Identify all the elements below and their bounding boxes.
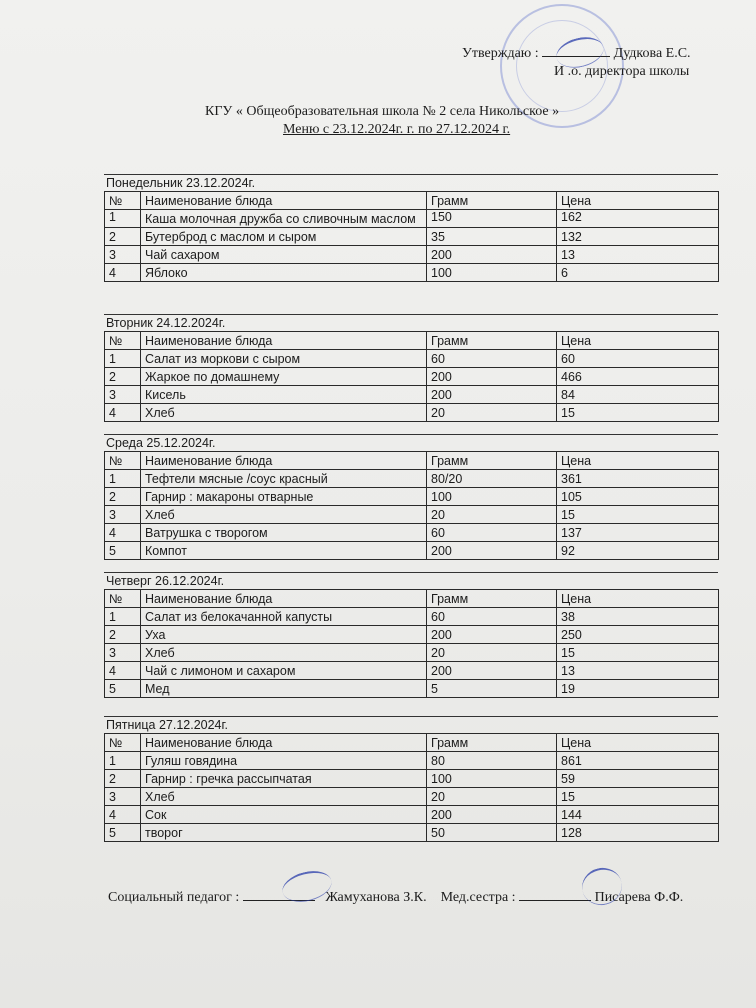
cell-gram: 200 bbox=[427, 662, 557, 680]
cell-name: Хлеб bbox=[141, 644, 427, 662]
cell-gram: 100 bbox=[427, 488, 557, 506]
table-header-row bbox=[105, 734, 719, 752]
cell-price: 162 bbox=[557, 210, 719, 228]
table-row bbox=[105, 788, 719, 806]
cell-num: 4 bbox=[105, 806, 141, 824]
cell-name: Кисель bbox=[141, 386, 427, 404]
cell-price: 13 bbox=[557, 662, 719, 680]
cell-price: 15 bbox=[557, 506, 719, 524]
column-header-gram: Грамм bbox=[427, 590, 557, 608]
cell-name: Гарнир : макароны отварные bbox=[141, 488, 427, 506]
day-section bbox=[104, 314, 718, 422]
column-header-num: № bbox=[105, 590, 141, 608]
cell-num: 3 bbox=[105, 506, 141, 524]
table-row bbox=[105, 228, 719, 246]
cell-name: творог bbox=[141, 824, 427, 842]
day-title: Четверг 26.12.2024г. bbox=[104, 572, 718, 589]
day-section bbox=[104, 716, 718, 842]
cell-name: Каша молочная дружба со сливочным маслом bbox=[141, 210, 427, 228]
menu-table bbox=[104, 451, 719, 560]
day-section bbox=[104, 174, 718, 282]
cell-name: Салат из моркови с сыром bbox=[141, 350, 427, 368]
cell-price: 19 bbox=[557, 680, 719, 698]
nurse-signature-blank bbox=[519, 888, 591, 901]
cell-num: 3 bbox=[105, 788, 141, 806]
column-header-name: Наименование блюда bbox=[141, 192, 427, 210]
cell-name: Тефтели мясные /соус красный bbox=[141, 470, 427, 488]
table-row bbox=[105, 662, 719, 680]
cell-num: 5 bbox=[105, 542, 141, 560]
organization-title: КГУ « Общеобразовательная школа № 2 села Никольское » bbox=[205, 104, 560, 119]
cell-gram: 200 bbox=[427, 806, 557, 824]
cell-gram: 100 bbox=[427, 264, 557, 282]
cell-name: Хлеб bbox=[141, 404, 427, 422]
cell-name: Гуляш говядина bbox=[141, 752, 427, 770]
cell-gram: 35 bbox=[427, 228, 557, 246]
cell-num: 5 bbox=[105, 680, 141, 698]
table-row bbox=[105, 488, 719, 506]
cell-name: Гарнир : гречка рассыпчатая bbox=[141, 770, 427, 788]
cell-price: 38 bbox=[557, 608, 719, 626]
menu-table bbox=[104, 191, 719, 282]
cell-price: 250 bbox=[557, 626, 719, 644]
table-row bbox=[105, 404, 719, 422]
menu-period: Меню с 23.12.2024г. г. по 27.12.2024 г. bbox=[283, 122, 511, 137]
day-section bbox=[104, 572, 718, 698]
table-row bbox=[105, 368, 719, 386]
table-row bbox=[105, 506, 719, 524]
cell-gram: 60 bbox=[427, 350, 557, 368]
cell-num: 1 bbox=[105, 470, 141, 488]
column-header-num: № bbox=[105, 192, 141, 210]
cell-num: 2 bbox=[105, 228, 141, 246]
cell-gram: 200 bbox=[427, 246, 557, 264]
nurse-label: Мед.сестра : bbox=[440, 890, 516, 905]
column-header-price: Цена bbox=[557, 332, 719, 350]
cell-price: 861 bbox=[557, 752, 719, 770]
column-header-gram: Грамм bbox=[427, 452, 557, 470]
cell-price: 15 bbox=[557, 404, 719, 422]
approver-name: Дудкова Е.С. bbox=[613, 46, 691, 61]
column-header-gram: Грамм bbox=[427, 192, 557, 210]
cell-gram: 50 bbox=[427, 824, 557, 842]
cell-num: 1 bbox=[105, 350, 141, 368]
cell-price: 132 bbox=[557, 228, 719, 246]
cell-price: 137 bbox=[557, 524, 719, 542]
column-header-name: Наименование блюда bbox=[141, 590, 427, 608]
cell-name: Жаркое по домашнему bbox=[141, 368, 427, 386]
cell-price: 84 bbox=[557, 386, 719, 404]
table-row bbox=[105, 210, 719, 228]
cell-num: 4 bbox=[105, 524, 141, 542]
cell-num: 1 bbox=[105, 752, 141, 770]
cell-gram: 80/20 bbox=[427, 470, 557, 488]
cell-name: Хлеб bbox=[141, 788, 427, 806]
cell-price: 361 bbox=[557, 470, 719, 488]
cell-num: 2 bbox=[105, 368, 141, 386]
table-row bbox=[105, 752, 719, 770]
cell-num: 4 bbox=[105, 404, 141, 422]
cell-name: Ватрушка с творогом bbox=[141, 524, 427, 542]
table-row bbox=[105, 770, 719, 788]
table-row bbox=[105, 470, 719, 488]
cell-num: 5 bbox=[105, 824, 141, 842]
cell-price: 15 bbox=[557, 644, 719, 662]
table-row bbox=[105, 386, 719, 404]
column-header-num: № bbox=[105, 332, 141, 350]
cell-gram: 5 bbox=[427, 680, 557, 698]
cell-name: Компот bbox=[141, 542, 427, 560]
cell-name: Уха bbox=[141, 626, 427, 644]
cell-num: 2 bbox=[105, 626, 141, 644]
cell-name: Мед bbox=[141, 680, 427, 698]
cell-name: Салат из белокачанной капусты bbox=[141, 608, 427, 626]
cell-num: 3 bbox=[105, 246, 141, 264]
cell-name: Бутерброд с маслом и сыром bbox=[141, 228, 427, 246]
cell-price: 60 bbox=[557, 350, 719, 368]
table-row bbox=[105, 264, 719, 282]
table-row bbox=[105, 626, 719, 644]
cell-gram: 20 bbox=[427, 788, 557, 806]
table-header-row bbox=[105, 452, 719, 470]
cell-num: 4 bbox=[105, 662, 141, 680]
column-header-num: № bbox=[105, 734, 141, 752]
cell-price: 6 bbox=[557, 264, 719, 282]
menu-table bbox=[104, 589, 719, 698]
column-header-price: Цена bbox=[557, 192, 719, 210]
cell-gram: 100 bbox=[427, 770, 557, 788]
cell-num: 2 bbox=[105, 770, 141, 788]
table-row bbox=[105, 824, 719, 842]
cell-price: 105 bbox=[557, 488, 719, 506]
table-header-row bbox=[105, 590, 719, 608]
cell-name: Яблоко bbox=[141, 264, 427, 282]
cell-gram: 20 bbox=[427, 404, 557, 422]
day-title: Понедельник 23.12.2024г. bbox=[104, 174, 718, 191]
cell-price: 92 bbox=[557, 542, 719, 560]
table-row bbox=[105, 542, 719, 560]
cell-name: Чай с лимоном и сахаром bbox=[141, 662, 427, 680]
table-row bbox=[105, 350, 719, 368]
column-header-gram: Грамм bbox=[427, 332, 557, 350]
cell-gram: 20 bbox=[427, 644, 557, 662]
cell-gram: 60 bbox=[427, 524, 557, 542]
cell-price: 466 bbox=[557, 368, 719, 386]
column-header-price: Цена bbox=[557, 734, 719, 752]
column-header-num: № bbox=[105, 452, 141, 470]
menu-table bbox=[104, 331, 719, 422]
social-pedagogue-label: Социальный педагог : bbox=[108, 890, 240, 905]
table-row bbox=[105, 246, 719, 264]
cell-num: 4 bbox=[105, 264, 141, 282]
column-header-price: Цена bbox=[557, 452, 719, 470]
day-title: Среда 25.12.2024г. bbox=[104, 434, 718, 451]
day-title: Пятница 27.12.2024г. bbox=[104, 716, 718, 733]
column-header-name: Наименование блюда bbox=[141, 734, 427, 752]
column-header-gram: Грамм bbox=[427, 734, 557, 752]
cell-num: 1 bbox=[105, 210, 141, 228]
cell-gram: 200 bbox=[427, 386, 557, 404]
menu-table bbox=[104, 733, 719, 842]
table-header-row bbox=[105, 332, 719, 350]
cell-gram: 200 bbox=[427, 626, 557, 644]
cell-name: Сок bbox=[141, 806, 427, 824]
cell-gram: 60 bbox=[427, 608, 557, 626]
cell-gram: 80 bbox=[427, 752, 557, 770]
table-row bbox=[105, 806, 719, 824]
cell-price: 13 bbox=[557, 246, 719, 264]
cell-price: 15 bbox=[557, 788, 719, 806]
cell-gram: 200 bbox=[427, 542, 557, 560]
cell-price: 128 bbox=[557, 824, 719, 842]
column-header-price: Цена bbox=[557, 590, 719, 608]
table-row bbox=[105, 680, 719, 698]
table-header-row bbox=[105, 192, 719, 210]
day-title: Вторник 24.12.2024г. bbox=[104, 314, 718, 331]
cell-num: 2 bbox=[105, 488, 141, 506]
cell-price: 144 bbox=[557, 806, 719, 824]
table-row bbox=[105, 644, 719, 662]
column-header-name: Наименование блюда bbox=[141, 332, 427, 350]
cell-num: 3 bbox=[105, 386, 141, 404]
cell-name: Чай сахаром bbox=[141, 246, 427, 264]
cell-gram: 200 bbox=[427, 368, 557, 386]
cell-name: Хлеб bbox=[141, 506, 427, 524]
cell-gram: 150 bbox=[427, 210, 557, 228]
table-row bbox=[105, 608, 719, 626]
nurse-name: Писарева Ф.Ф. bbox=[594, 890, 684, 905]
approve-label: Утверждаю : bbox=[462, 46, 539, 61]
social-pedagogue-name: Жамуханова З.К. bbox=[325, 890, 427, 905]
cell-num: 3 bbox=[105, 644, 141, 662]
day-section bbox=[104, 434, 718, 560]
cell-gram: 20 bbox=[427, 506, 557, 524]
cell-price: 59 bbox=[557, 770, 719, 788]
cell-num: 1 bbox=[105, 608, 141, 626]
column-header-name: Наименование блюда bbox=[141, 452, 427, 470]
approver-position: И .о. директора школы bbox=[554, 64, 690, 79]
table-row bbox=[105, 524, 719, 542]
